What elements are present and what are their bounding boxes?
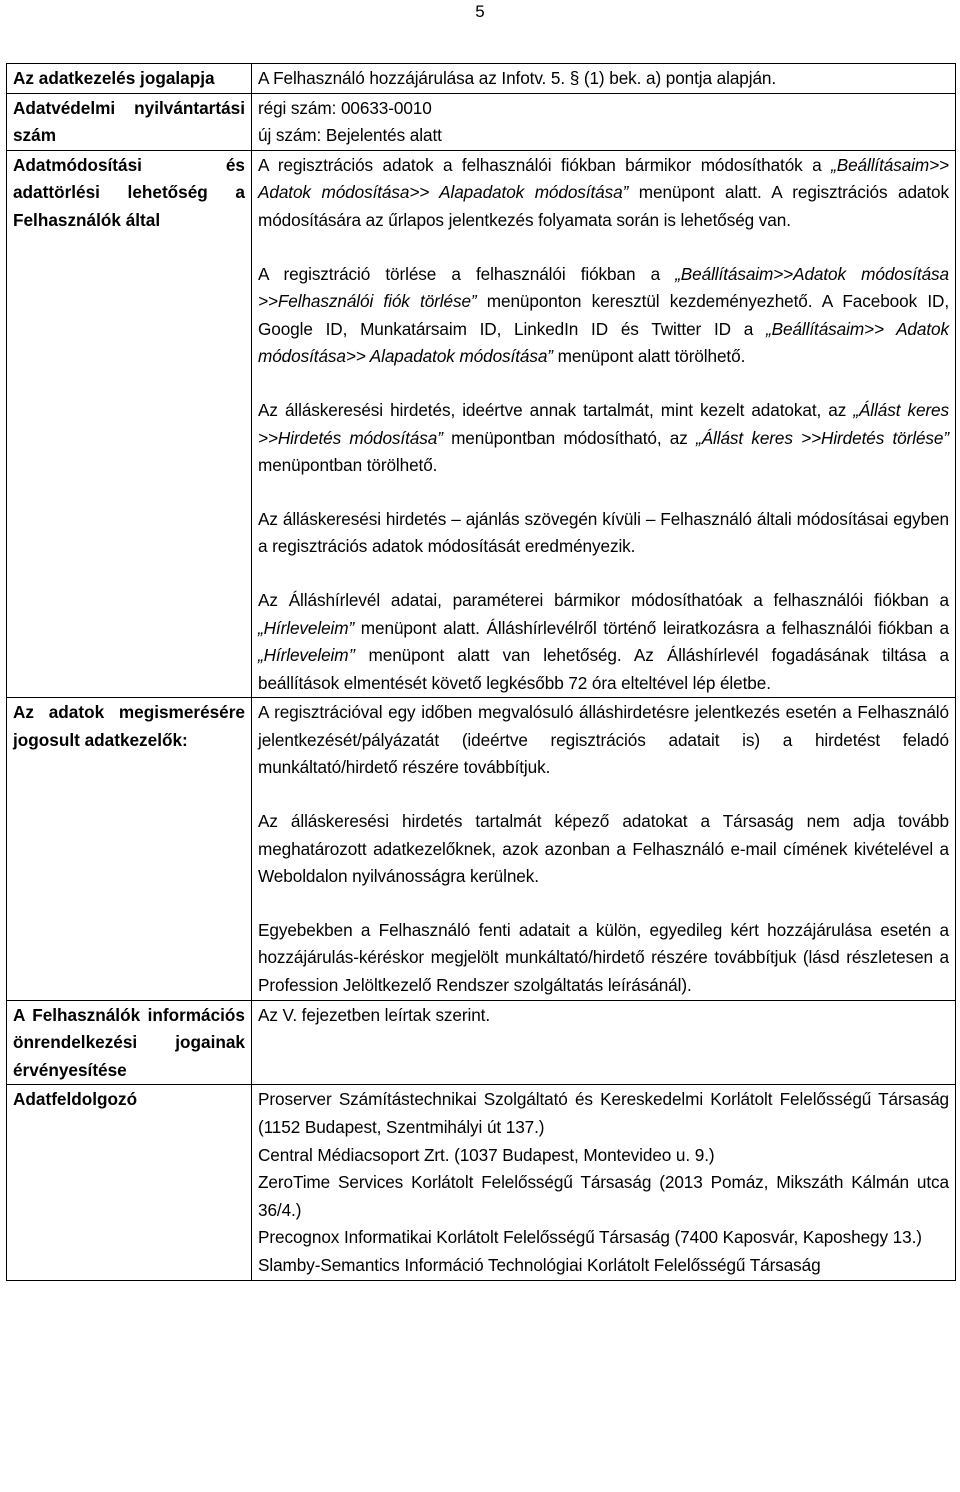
label-recipients: Az adatok megismerésére jogosult adatkezelők: — [7, 698, 252, 1000]
label-rights: A Felhasználók információs önrendelkezési jogainak érvényesítése — [7, 1000, 252, 1085]
menu-path: „Állást keres >>Hirdetés törlése” — [696, 427, 949, 448]
menu-path: „Beállításaim>> Adatok módosítása>> Alapadatok módosítása” — [258, 154, 949, 203]
row-recipients — [7, 698, 956, 1000]
row-legal-basis — [7, 64, 956, 94]
menu-path: „Állást keres >>Hirdetés módosítása” — [258, 399, 949, 448]
modify-paragraph-4: Az álláskeresési hirdetés – ajánlás szövegén kívüli – Felhasználó általi módosításai egyben a regisztrációs adatok módosítását eredményezik. — [258, 508, 949, 557]
row-rights — [7, 1000, 956, 1085]
content-recipients — [252, 698, 956, 1000]
processor-item: Slamby-Semantics Információ Technológiai Korlátolt Felelősségű Társaság — [258, 1254, 821, 1275]
data-processing-table — [6, 63, 956, 1281]
legal-basis-text: A Felhasználó hozzájárulása az Infotv. 5. § (1) bek. a) pontja alapján. — [258, 68, 777, 88]
row-modify — [7, 150, 956, 698]
page-number: 5 — [475, 2, 485, 21]
recipients-paragraph-2: Az álláskeresési hirdetés tartalmát képező adatokat a Társaság nem adja tovább meghatározott adatkezelőknek, azok azonban a Felhasználó e-mail címének kivételével a Weboldalon nyilvánosságra kerülnek. — [258, 811, 949, 887]
label-registry: Adatvédelmi nyilvántartási szám — [7, 93, 252, 150]
content-rights — [252, 1000, 956, 1085]
label-modify: Adatmódosítási és adattörlési lehetőség a Felhasználók által — [7, 150, 252, 698]
content-processor — [252, 1085, 956, 1280]
menu-path: „Hírleveleim’’ — [258, 645, 356, 666]
modify-paragraph-2: A regisztráció törlése a felhasználói fiókban a „Beállításaim>>Adatok módosítása >>Felhasználói fiók törlése” menüponton keresztül kezdeményezhető. A Facebook ID, Google ID, Munkatársaim ID, LinkedIn ID és Twitter ID a „Beállításaim>> Adatok módosítása>> Alapadatok módosítása” menüpont alatt törölhető. — [258, 263, 950, 367]
menu-path: „Hírleveleim” — [258, 617, 355, 638]
registry-old-number: régi szám: 00633-0010 — [258, 97, 432, 118]
processor-item: Proserver Számítástechnikai Szolgáltató és Kereskedelmi Korlátolt Felelősségű Társaság (1152 Budapest, Szentmihályi út 137.) — [258, 1089, 949, 1137]
processor-item: Precognox Informatikai Korlátolt Felelősségű Társaság (7400 Kaposvár, Kaposhegy 13.) — [258, 1227, 922, 1248]
menu-path: „Beállításaim>>Adatok módosítása >>Felhasználói fiók törlése” — [258, 263, 950, 312]
rights-text: Az V. fejezetben leírtak szerint. — [258, 1004, 491, 1025]
registry-new-number: új szám: Bejelentés alatt — [258, 125, 442, 146]
modify-paragraph-3: Az álláskeresési hirdetés, ideértve annak tartalmát, mint kezelt adatokat, az „Állást keres >>Hirdetés módosítása” menüpontban módosítható, az „Állást keres >>Hirdetés törlése” menüpontban törölhető. — [258, 399, 949, 476]
recipients-paragraph-3: Egyebekben a Felhasználó fenti adatait a külön, egyedileg kért hozzájárulása esetén a hozzájárulás-kéréskor megjelölt munkáltató/hirdető részére továbbítjuk (lásd részletesen a Profession Jelöltkezelő Rendszer szolgáltatás leírásánál). — [258, 919, 949, 996]
modify-paragraph-1: A regisztrációs adatok a felhasználói fiókban bármikor módosíthatók a „Beállításaim>> Adatok módosítása>> Alapadatok módosítása” menüpont alatt. A regisztrációs adatok módosítására az űrlapos jelentkezés folyamata során is lehetőség van. — [258, 154, 950, 230]
content-legal-basis — [252, 64, 956, 94]
label-legal-basis: Az adatkezelés jogalapja — [7, 64, 252, 94]
row-processor — [7, 1085, 956, 1280]
content-registry — [252, 93, 956, 150]
content-modify — [252, 150, 956, 698]
label-processor: Adatfeldolgozó — [7, 1085, 252, 1280]
processor-item: ZeroTime Services Korlátolt Felelősségű Társaság (2013 Pomáz, Mikszáth Kálmán utca 36/4.) — [258, 1172, 949, 1220]
menu-path: „Beállításaim>> Adatok módosítása>> Alapadatok módosítása” — [258, 318, 949, 367]
recipients-paragraph-1: A regisztrációval egy időben megvalósuló álláshirdetésre jelentkezés esetén a Felhasználó jelentkezését/pályázatát (ideértve regisztrációs adatait is) a hirdetést feladó munkáltató/hirdető részére továbbítjuk. — [258, 702, 949, 778]
modify-paragraph-5: Az Álláshírlevél adatai, paraméterei bármikor módosíthatóak a felhasználói fiókban a „Hírleveleim” menüpont alatt. Álláshírlevélről történő leiratkozásra a felhasználói fiókban a „Hírleveleim’’ menüpont alatt van lehetőség. Az Álláshírlevél fogadásának tiltása a beállítások elmentését követő legkésőbb 72 óra elteltével lép életbe. — [258, 589, 949, 693]
processor-item: Central Médiacsoport Zrt. (1037 Budapest, Montevideo u. 9.) — [258, 1144, 715, 1165]
row-registry — [7, 93, 956, 150]
